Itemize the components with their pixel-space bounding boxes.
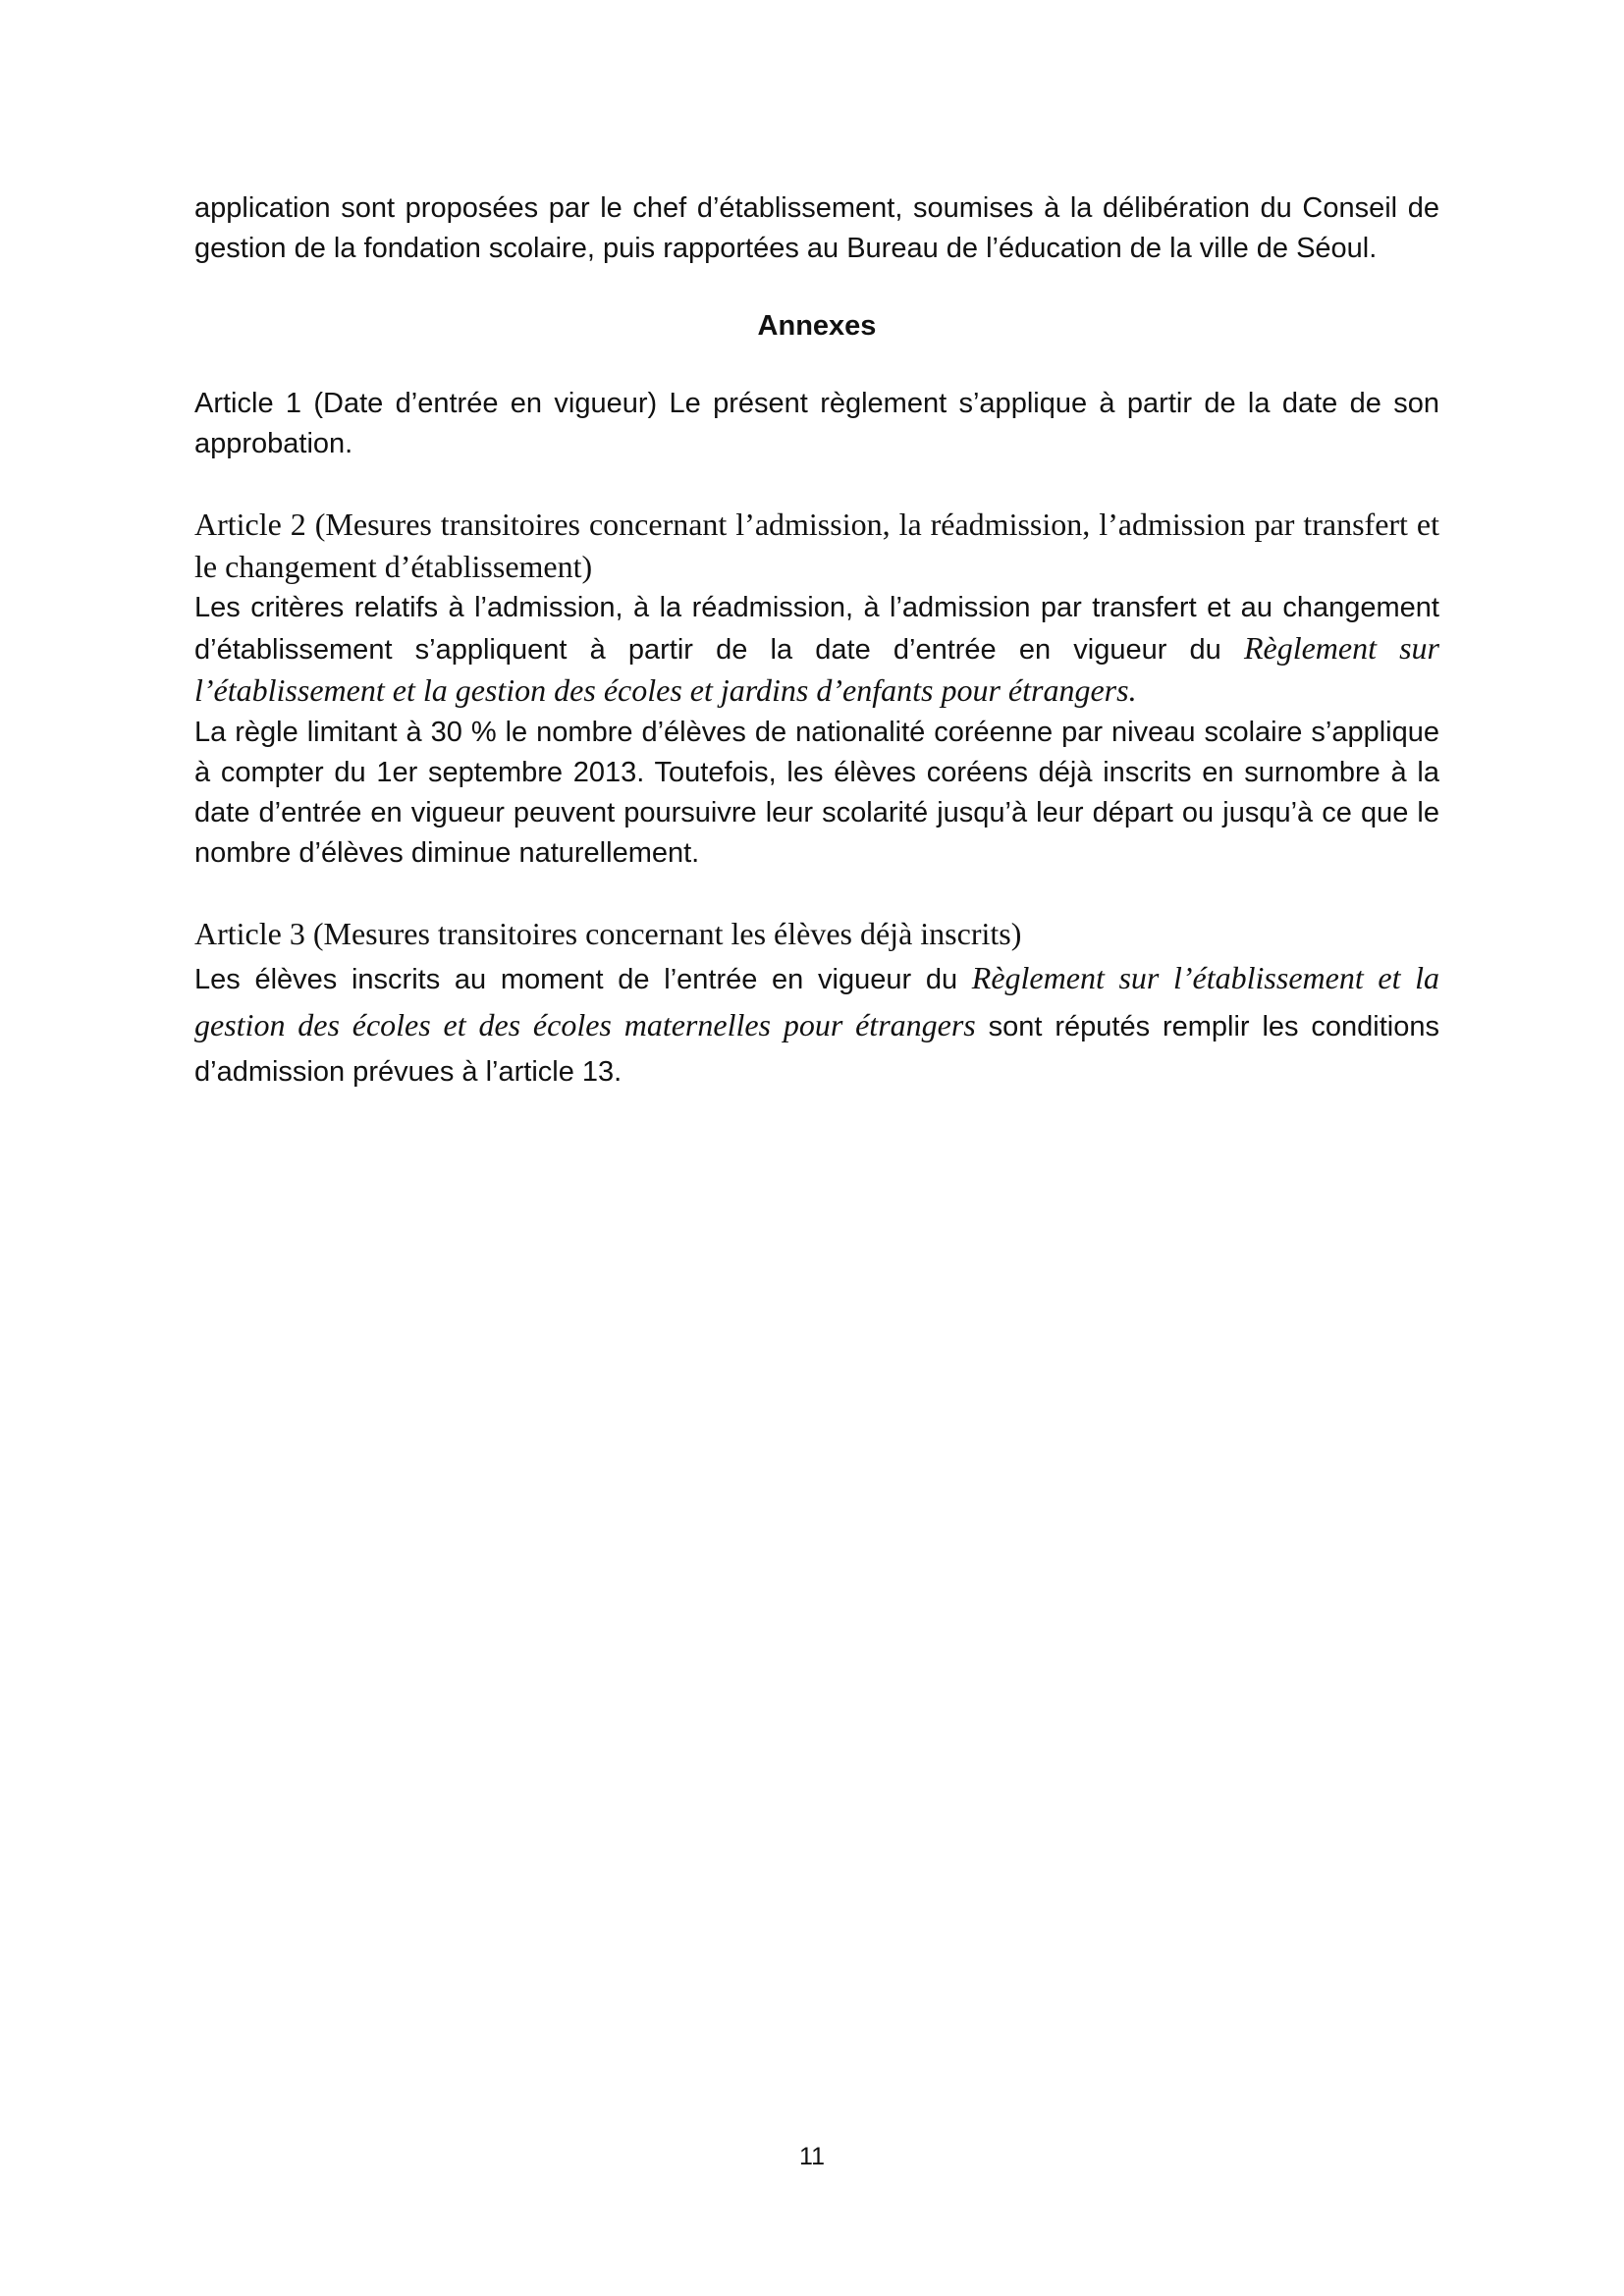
spacer	[194, 269, 1439, 306]
spacer	[194, 874, 1439, 913]
article-2-regulation-title: Règlement sur l’établissement et la gestion des écoles et jardins d’enfants pour étrangers	[194, 630, 1440, 708]
article-3-regulation-title: Règlement sur l’établissement et la gestion des écoles et des écoles maternelles pour étrangers	[194, 960, 1440, 1042]
article-3-heading: Article 3 (Mesures transitoires concernant les élèves déjà inscrits)	[194, 916, 1022, 951]
page-number: 11	[799, 2143, 825, 2170]
article-2-paragraph-1	[194, 588, 1439, 713]
continuation-paragraph: application sont proposées par le chef d’établissement, soumises à la délibération du Conseil de gestion de la fondation scolaire, puis rapportées au Bureau de l’éducation de la ville de Séoul.	[194, 192, 1439, 264]
article-3-paragraph-start: Les élèves inscrits au moment de l’entrée en vigueur du	[194, 964, 972, 995]
article-2-heading: Article 2 (Mesures transitoires concernant l’admission, la réadmission, l’admission par transfert et le changement d’établissement)	[194, 507, 1439, 584]
article-3-paragraph-end: sont réputés remplir les conditions d’admission prévues à l’article 13.	[194, 1011, 1439, 1088]
article-1-text: Article 1 (Date d’entrée en vigueur) Le présent règlement s’applique à partir de la date de son approbation.	[194, 388, 1439, 459]
article-2-paragraph-1-end: .	[1128, 672, 1137, 708]
spacer	[194, 464, 1439, 504]
article-3-paragraph	[194, 955, 1439, 1095]
spacer	[194, 347, 1439, 384]
section-heading: Annexes	[757, 310, 877, 342]
page-content	[194, 188, 1439, 1095]
article-2-paragraph-1-start: Les critères relatifs à l’admission, à la réadmission, à l’admission par transfert et au changement d’établissement s’appliquent à partir de la date d’entrée en vigueur du	[194, 592, 1439, 666]
article-2-paragraph-2: La règle limitant à 30 % le nombre d’élèves de nationalité coréenne par niveau scolaire s’applique à compter du 1er septembre 2013. Toutefois, les élèves coréens déjà inscrits en surnombre à la date d’entrée en vigueur peuvent poursuivre leur scolarité jusqu’à leur départ ou jusqu’à ce que le nombre d’élèves diminue naturellement.	[194, 717, 1439, 869]
